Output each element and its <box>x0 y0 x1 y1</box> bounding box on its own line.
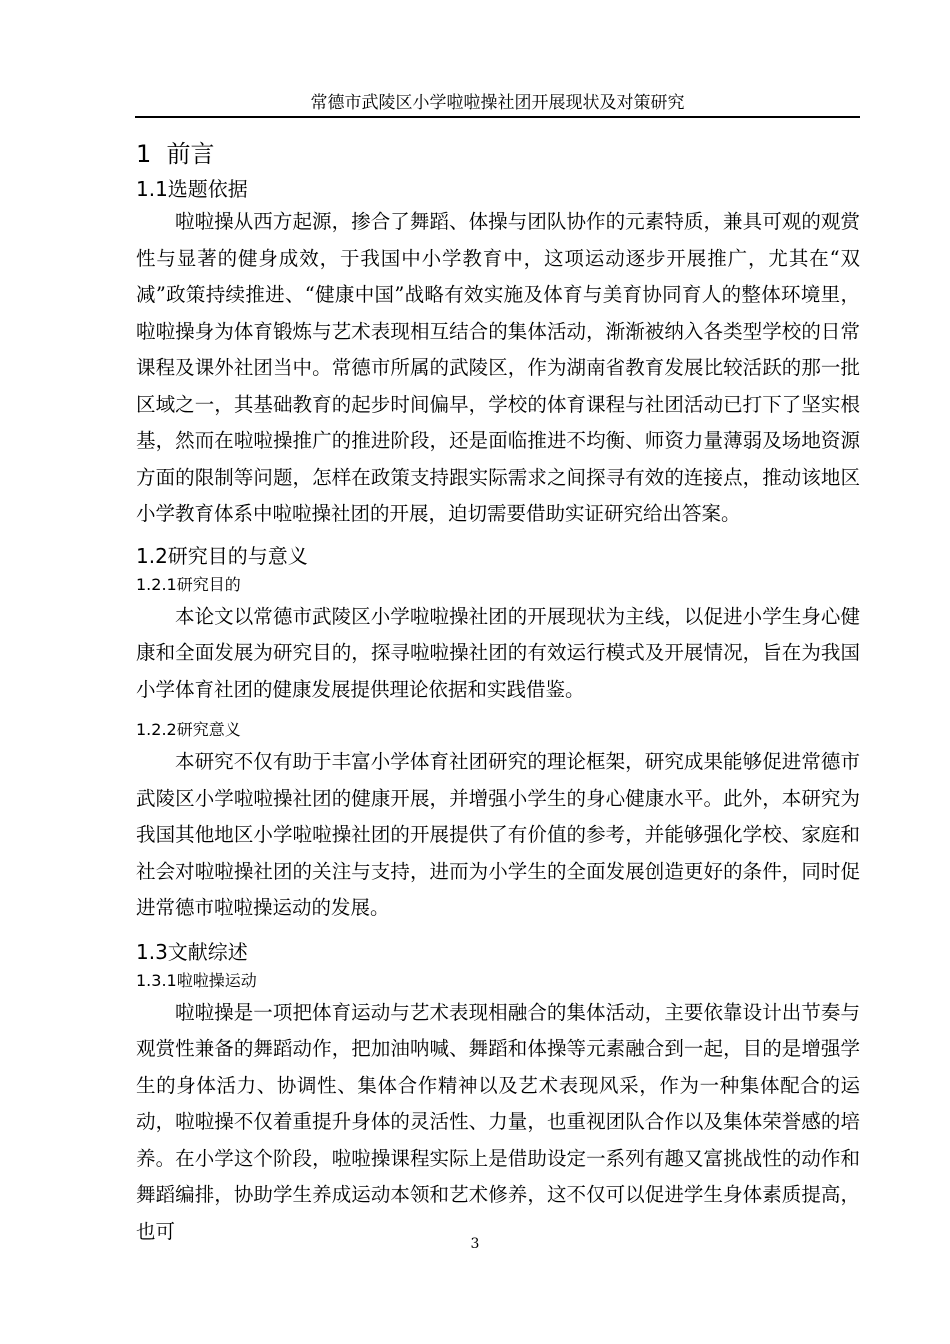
subsection-heading-literature-review: 1.3文献综述 <box>136 939 248 964</box>
paragraph-significance: 本研究不仅有助于丰富小学体育社团研究的理论框架，研究成果能够促进常德市武陵区小学啦啦操社团的健康开展，并增强小学生的身心健康水平。此外，本研究为我国其他地区小学啦啦操社团的开展提供了有价值的参考，并能够强化学校、家庭和社会对啦啦操社团的关注与支持，进而为小学生的全面发展创造更好的条件，同时促进常德市啦啦操运动的发展。 <box>136 750 860 919</box>
subsubsection-heading-significance: 1.2.2研究意义 <box>136 720 241 739</box>
paragraph-purpose: 本论文以常德市武陵区小学啦啦操社团的开展现状为主线，以促进小学生身心健康和全面发展为研究目的，探寻啦啦操社团的有效运行模式及开展情况，旨在为我国小学体育社团的健康发展提供理论依据和实践借鉴。 <box>136 604 860 701</box>
page-number: 3 <box>470 1236 480 1252</box>
subsubsection-heading-cheerleading: 1.3.1啦啦操运动 <box>136 970 257 990</box>
subsubsection-heading-purpose: 1.2.1研究目的 <box>136 574 241 594</box>
subsection-heading-purpose-significance: 1.2研究目的与意义 <box>136 543 308 568</box>
subsection-heading-topic-basis: 1.1选题依据 <box>136 177 248 201</box>
header-rule <box>135 116 860 118</box>
running-header: 常德市武陵区小学啦啦操社团开展现状及对策研究 <box>310 93 685 113</box>
paragraph-topic-basis: 啦啦操从西方起源，掺合了舞蹈、体操与团队协作的元素特质，兼具可观的观赏性与显著的健身成效，于我国中小学教育中，这项运动逐步开展推广，尤其在“双减”政策持续推进、“健康中国”战略有效实施及体育与美育协同育人的整体环境里，啦啦操身为体育锻炼与艺术表现相互结合的集体活动，渐渐被纳入各类型学校的日常课程及课外社团当中。常德市所属的武陵区，作为湖南省教育发展比较活跃的那一批区域之一，其基础教育的起步时间偏早，学校的体育课程与社团活动已打下了坚实根基，然而在啦啦操推广的推进阶段，还是面临推进不均衡、师资力量薄弱及场地资源方面的限制等问题，怎样在政策支持跟实际需求之间探寻有效的连接点，推动该地区小学教育体系中啦啦操社团的开展，迫切需要借助实证研究给出答案。 <box>136 210 860 525</box>
paragraph-cheerleading: 啦啦操是一项把体育运动与艺术表现相融合的集体活动，主要依靠设计出节奏与观赏性兼备的舞蹈动作，把加油呐喊、舞蹈和体操等元素融合到一起，目的是增强学生的身体活力、协调性、集体合作精神以及艺术表现风采，作为一种集体配合的运动，啦啦操不仅着重提升身体的灵活性、力量，也重视团队合作以及集体荣誉感的培养。在小学这个阶段，啦啦操课程实际上是借助设定一系列有趣又富挑战性的动作和舞蹈编排，协助学生养成运动本领和艺术修养，这不仅可以促进学生身体素质提高，也可 <box>136 1000 860 1243</box>
section-heading-introduction: 1 前言 <box>136 140 215 168</box>
page-body <box>136 136 860 1250</box>
